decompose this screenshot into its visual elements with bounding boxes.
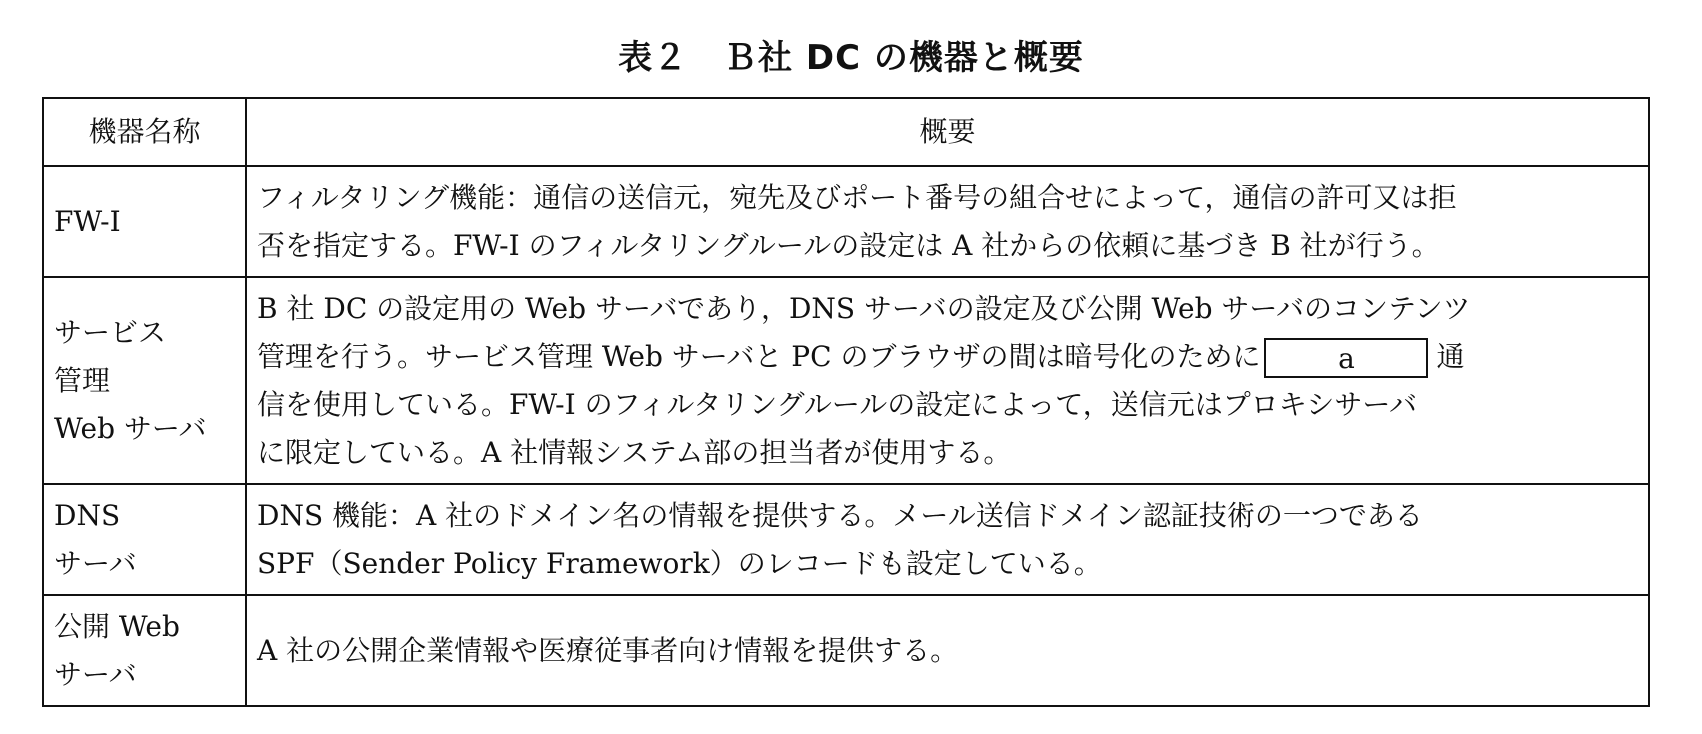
answer-blank-box: a — [1264, 338, 1428, 378]
device-name-cell: 公開 Web サーバ — [43, 595, 246, 706]
header-summary: 概要 — [246, 98, 1649, 166]
table-row — [43, 595, 1649, 706]
header-device-name: 機器名称 — [43, 98, 246, 166]
device-name-cell: サービス 管理 Web サーバ — [43, 277, 246, 484]
summary-text-after-blank: 通 信を使用している。FW-I のフィルタリングルールの設定によって，送信元はプロキシサーバ に限定している。A 社情報システム部の担当者が使用する。 — [257, 339, 1465, 469]
table-header-row — [43, 98, 1649, 166]
device-table — [42, 97, 1650, 707]
table-row — [43, 484, 1649, 595]
table-title: 表２ Ｂ社 DC の機器と概要 — [618, 38, 1084, 78]
device-name-cell: FW-I — [43, 166, 246, 277]
device-name-cell: DNS サーバ — [43, 484, 246, 595]
summary-text-before-blank: B 社 DC の設定用の Web サーバであり，DNS サーバの設定及び公開 Web サーバのコンテンツ 管理を行う。サービス管理 Web サーバと PC のブラウザの間は暗号化のために — [257, 291, 1471, 373]
summary-cell: フィルタリング機能：通信の送信元，宛先及びポート番号の組合せによって，通信の許可又は拒 否を指定する。FW-I のフィルタリングルールの設定は A 社からの依頼に基づき B 社が行う。 — [246, 166, 1649, 277]
table-row — [43, 166, 1649, 277]
summary-cell: DNS 機能：A 社のドメイン名の情報を提供する。メール送信ドメイン認証技術の一つである SPF（Sender Policy Framework）のレコードも設定している。 — [246, 484, 1649, 595]
table-row — [43, 277, 1649, 484]
summary-cell: A 社の公開企業情報や医療従事者向け情報を提供する。 — [246, 595, 1649, 706]
summary-cell — [246, 277, 1649, 484]
